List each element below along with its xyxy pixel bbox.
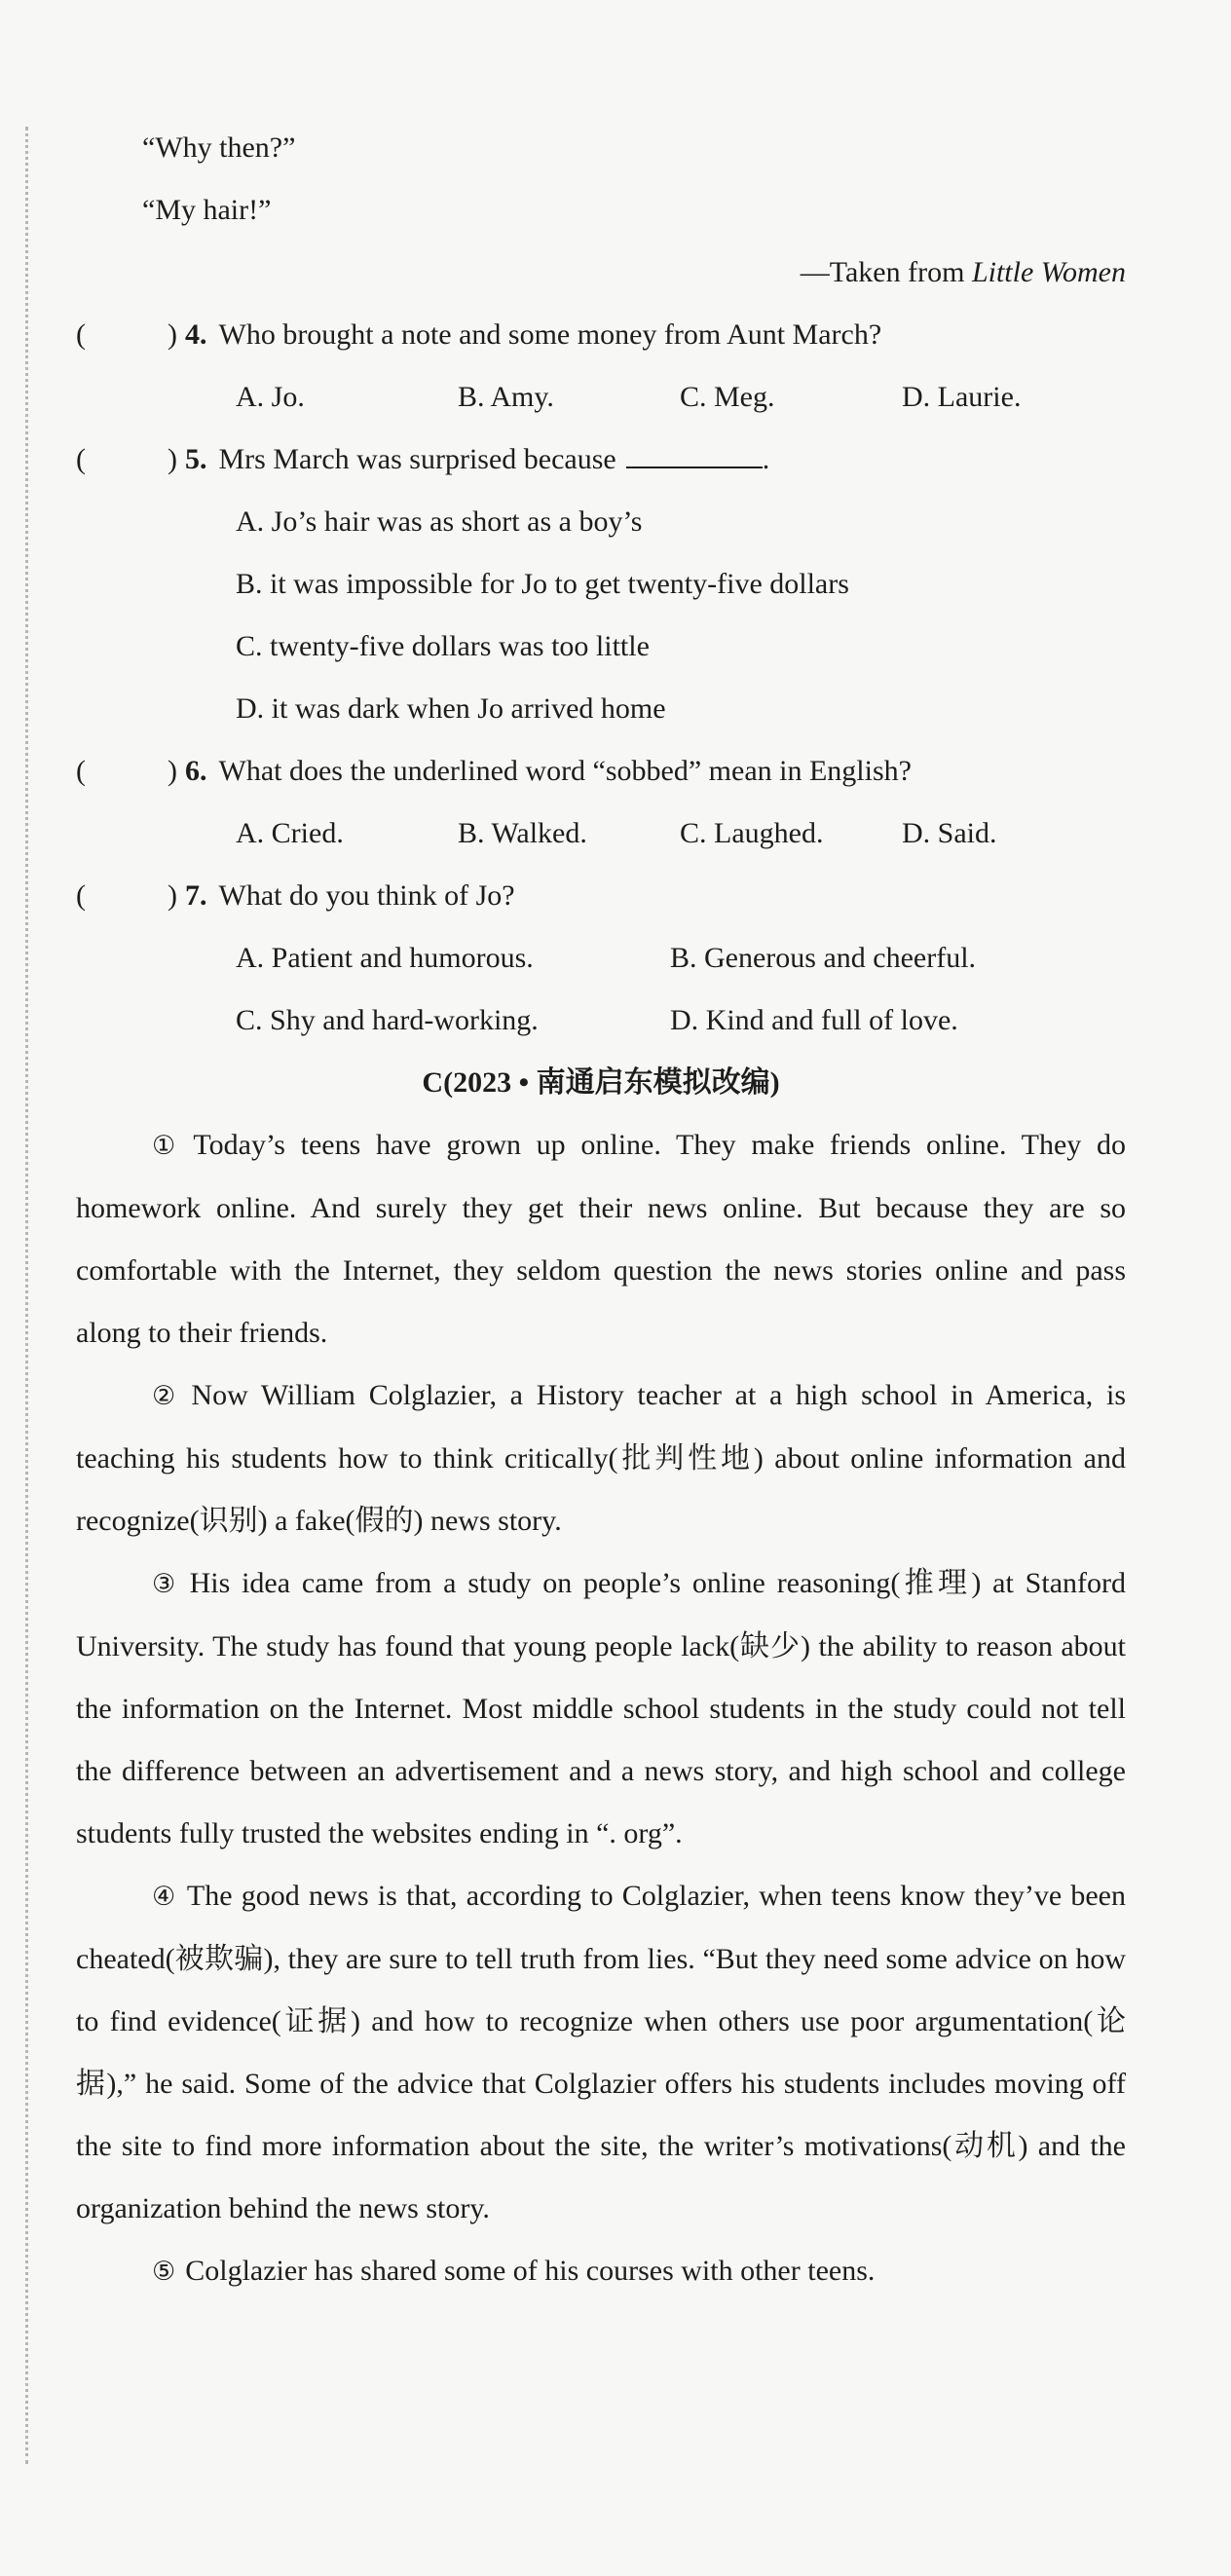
paragraph-marker: ⑤: [152, 2257, 176, 2287]
passage-paragraph-3: [76, 1552, 1126, 1865]
paragraph-marker: ④: [152, 1882, 177, 1912]
option-c: C. Shy and hard-working.: [236, 1004, 539, 1036]
question-7: [76, 865, 1126, 927]
paragraph-text: Now William Colglazier, a History teacher at a high school in America, is teaching his students how to think critically(批判性地) about online information and recognize(识别) a fake(假的) news story.: [76, 1379, 1126, 1537]
paragraph-marker: ②: [152, 1381, 182, 1411]
source-prefix: —Taken from: [800, 256, 972, 288]
question-end: .: [762, 443, 770, 475]
passage-paragraph-4: [76, 1865, 1126, 2240]
option-b: B. Walked.: [458, 817, 587, 849]
document-page: [76, 117, 1126, 2303]
option-c: C. Meg.: [680, 381, 775, 413]
option-a: A. Patient and humorous.: [236, 942, 534, 974]
options-row: [76, 989, 1126, 1052]
answer-bracket[interactable]: ( ): [76, 443, 177, 475]
passage-paragraph-5: [76, 2240, 1126, 2303]
option-d: D. Laurie.: [902, 381, 1022, 413]
options-row: [76, 366, 1126, 429]
question-6: [76, 740, 1126, 803]
paragraph-text: Today’s teens have grown up online. They make friends online. They do homework online. And surely they get their news online. But because they are so comfortable with the Internet, they seldom question the news stories online and pass along to their friends.: [76, 1129, 1126, 1349]
source-credit: [76, 242, 1126, 304]
question-text: Mrs March was surprised because: [218, 443, 616, 475]
question-number: 6.: [185, 755, 207, 787]
option-b: B. Generous and cheerful.: [670, 942, 977, 974]
answer-bracket[interactable]: ( ): [76, 879, 177, 912]
option-d: D. it was dark when Jo arrived home: [236, 692, 666, 725]
option-a: A. Jo’s hair was as short as a boy’s: [236, 505, 643, 538]
option-a: A. Cried.: [236, 817, 344, 849]
paragraph-marker: ①: [152, 1131, 184, 1161]
question-number: 5.: [185, 443, 207, 475]
binding-margin-line: [25, 127, 28, 2464]
question-text: What does the underlined word “sobbed” mean in English?: [218, 755, 912, 787]
option-b: B. it was impossible for Jo to get twenty-five dollars: [236, 568, 849, 600]
options-row: [76, 803, 1126, 865]
option-a: A. Jo.: [236, 381, 305, 413]
option-d: D. Said.: [902, 817, 997, 849]
question-number: 7.: [185, 879, 207, 912]
paragraph-text: Colglazier has shared some of his courses with other teens.: [185, 2255, 876, 2287]
question-text: What do you think of Jo?: [218, 879, 515, 912]
paragraph-text: His idea came from a study on people’s online reasoning(推理) at Stanford University. The study has found that young people lack(缺少) the ability to reason about the information on the Internet. Most middle school students in the study could not tell the difference between an advertisement and a news story, and high school and college students fully trusted the websites ending in “. org”.: [76, 1567, 1126, 1849]
dialogue-line-1: “Why then?”: [142, 131, 296, 164]
question-text: Who brought a note and some money from Aunt March?: [218, 318, 882, 351]
answer-blank: [626, 441, 763, 468]
option-c: C. twenty-five dollars was too little: [236, 630, 650, 662]
question-4: [76, 304, 1126, 366]
answer-bracket[interactable]: ( ): [76, 318, 177, 351]
paragraph-text: The good news is that, according to Colglazier, when teens know they’ve been cheated(被欺骗), they are sure to tell truth from lies. “But they need some advice on how to find evidence(证据) and how to recognize when others use poor argumentation(论据),” he said. Some of the advice that Colglazier offers his students includes moving off the site to find more information about the site, the writer’s motivations(动机) and the organization behind the news story.: [76, 1880, 1126, 2224]
section-title: C(2023 • 南通启东模拟改编): [422, 1066, 780, 1099]
answer-bracket[interactable]: ( ): [76, 755, 177, 787]
options-row: [76, 927, 1126, 989]
paragraph-marker: ③: [152, 1569, 180, 1599]
question-5: [76, 429, 1126, 491]
question-number: 4.: [185, 318, 207, 351]
option-b: B. Amy.: [458, 381, 554, 413]
source-title: Little Women: [971, 256, 1126, 288]
passage-paragraph-2: [76, 1364, 1126, 1552]
option-d: D. Kind and full of love.: [670, 1004, 958, 1036]
option-c: C. Laughed.: [680, 817, 824, 849]
dialogue-line-2: “My hair!”: [142, 194, 272, 226]
passage-paragraph-1: [76, 1114, 1126, 1364]
